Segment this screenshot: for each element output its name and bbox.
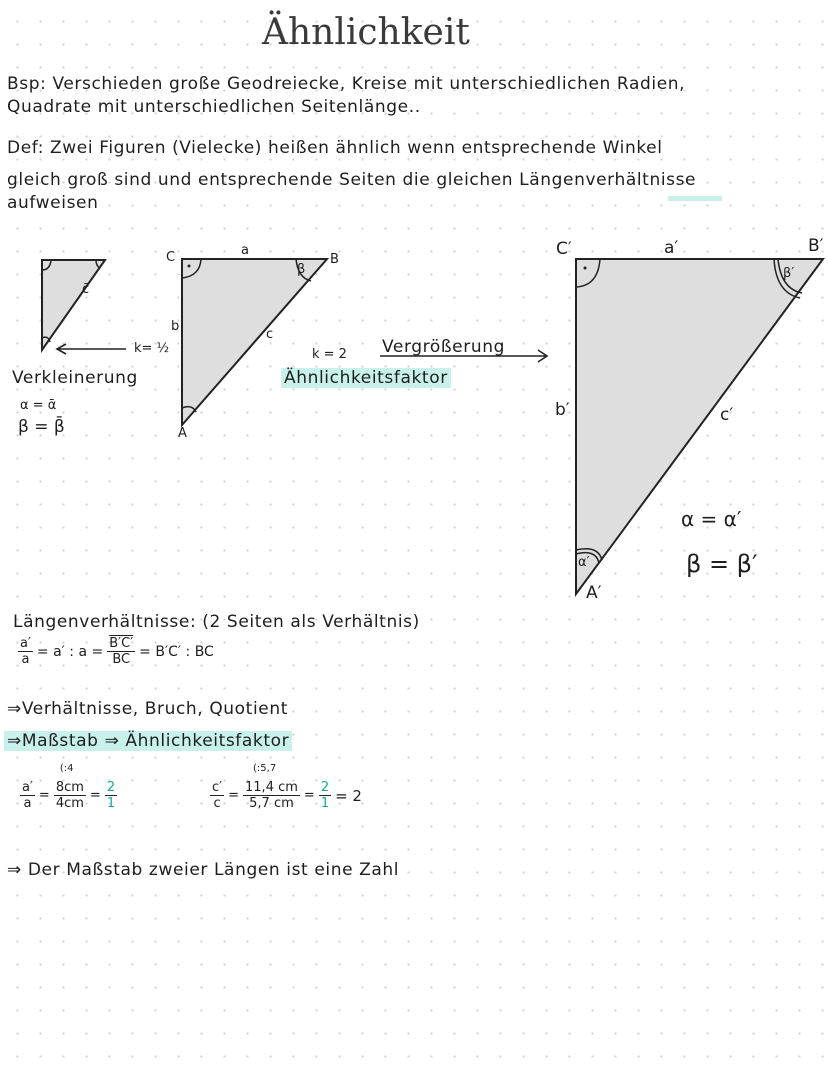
ratio2-num: B′C′ bbox=[109, 636, 134, 651]
mid-vertex-C: C bbox=[166, 250, 176, 265]
big-triangle bbox=[576, 259, 823, 594]
ex1-d3: 1 bbox=[106, 796, 116, 811]
ex2-frac-a bbox=[210, 780, 224, 811]
alpha-equal-big: α = α′ bbox=[681, 507, 742, 531]
mid-side-a: a bbox=[241, 243, 249, 258]
small-k-label: k= ½ bbox=[134, 341, 170, 356]
conclusion-2: ⇒Maßstab ⇒ Ähnlichkeitsfaktor bbox=[4, 731, 292, 751]
alpha-equal-small: α = ᾱ bbox=[20, 398, 57, 413]
ex1-frac-a bbox=[20, 780, 35, 811]
ratio2-den: BC bbox=[112, 652, 131, 667]
big-beta: β′ bbox=[783, 266, 795, 281]
ex1-note: (:4 bbox=[59, 763, 74, 774]
ex2-den: c bbox=[213, 796, 221, 811]
ex2-middle bbox=[243, 763, 300, 811]
beta-equal-small: β = β̄ bbox=[18, 417, 65, 437]
big-alpha: α′ bbox=[578, 555, 590, 570]
big-side-c: c′ bbox=[720, 405, 734, 425]
mid-beta: β bbox=[297, 262, 306, 277]
ex2-note: (:5,7 bbox=[253, 763, 277, 774]
big-side-b: b′ bbox=[555, 400, 570, 420]
definition-line-2: gleich groß sind und entsprechende Seiten die gleichen Längenverhältnisse bbox=[7, 170, 697, 190]
ex2-frac-b bbox=[243, 780, 300, 811]
ex1-middle bbox=[54, 763, 86, 811]
ratio-num: a′ bbox=[20, 636, 31, 651]
ex1-frac-b bbox=[54, 780, 86, 811]
mid-vertex-A: A bbox=[178, 426, 187, 441]
beta-equal-big: β = β′ bbox=[686, 550, 758, 578]
ratio-fraction-1 bbox=[18, 636, 33, 667]
mid-side-b: b bbox=[171, 319, 180, 334]
ex1-num: a′ bbox=[22, 780, 33, 795]
big-vertex-B: B′ bbox=[808, 236, 824, 256]
ex2-frac-c bbox=[319, 780, 331, 811]
conclusion-3: ⇒ Der Maßstab zweier Längen ist eine Zahl bbox=[7, 860, 400, 880]
ratio-end: = B′C′ : BC bbox=[139, 643, 214, 660]
ratio-den: a bbox=[21, 652, 30, 667]
example-line-1: Bsp: Verschieden große Geodreiecke, Kreise mit unterschiedlichen Radien, bbox=[7, 74, 686, 94]
ex2-n2: 11,4 cm bbox=[245, 780, 298, 795]
shrink-caption: Verkleinerung bbox=[12, 368, 138, 388]
ex2-d2: 5,7 cm bbox=[249, 796, 294, 811]
ratios-heading: Längenverhältnisse: (2 Seiten als Verhältnis) bbox=[13, 612, 420, 632]
big-vertex-C: C′ bbox=[556, 239, 572, 259]
page-title: Ähnlichkeit bbox=[262, 12, 470, 53]
ex1-eq: = bbox=[38, 788, 50, 803]
example-line-2: Quadrate mit unterschiedlichen Seitenlänge.. bbox=[7, 97, 421, 117]
mid-vertex-B: B bbox=[330, 252, 339, 267]
ex2-result: = 2 bbox=[335, 786, 362, 805]
conclusion-1: ⇒Verhältnisse, Bruch, Quotient bbox=[7, 699, 288, 719]
ex2-n3: 2 bbox=[320, 780, 330, 795]
mid-side-c: c bbox=[266, 327, 274, 342]
ex1-n3: 2 bbox=[106, 780, 116, 795]
ex1-frac-c bbox=[105, 780, 117, 811]
similarity-factor-label: Ähnlichkeitsfaktor bbox=[281, 368, 451, 388]
ex1-den: a bbox=[23, 796, 32, 811]
ex1-eq2: = bbox=[89, 788, 101, 803]
ratio-fraction-2 bbox=[107, 636, 135, 667]
ex2-eq: = bbox=[228, 788, 240, 803]
definition-line-1: Def: Zwei Figuren (Vielecke) heißen ähnlich wenn entsprechende Winkel bbox=[7, 138, 663, 158]
enlargement-label: Vergrößerung bbox=[382, 337, 505, 357]
definition-line-3: aufweisen bbox=[7, 193, 99, 213]
ratio-mid: = a′ : a = bbox=[36, 643, 104, 660]
big-side-a: a′ bbox=[664, 238, 679, 258]
ex2-num: c′ bbox=[212, 780, 223, 795]
ex2-d3: 1 bbox=[320, 796, 330, 811]
ex1-n2: 8cm bbox=[55, 780, 84, 795]
scale-k: k = 2 bbox=[312, 347, 347, 362]
big-vertex-A: A′ bbox=[586, 583, 602, 603]
example-1 bbox=[20, 763, 117, 811]
ex2-eq2: = bbox=[303, 788, 315, 803]
example-2 bbox=[210, 763, 362, 811]
ratio-formula bbox=[18, 636, 214, 667]
mid-triangle bbox=[182, 259, 327, 425]
small-side-c-label: c̄ bbox=[82, 282, 90, 297]
small-triangle bbox=[42, 260, 105, 350]
ex1-d2: 4cm bbox=[55, 796, 84, 811]
